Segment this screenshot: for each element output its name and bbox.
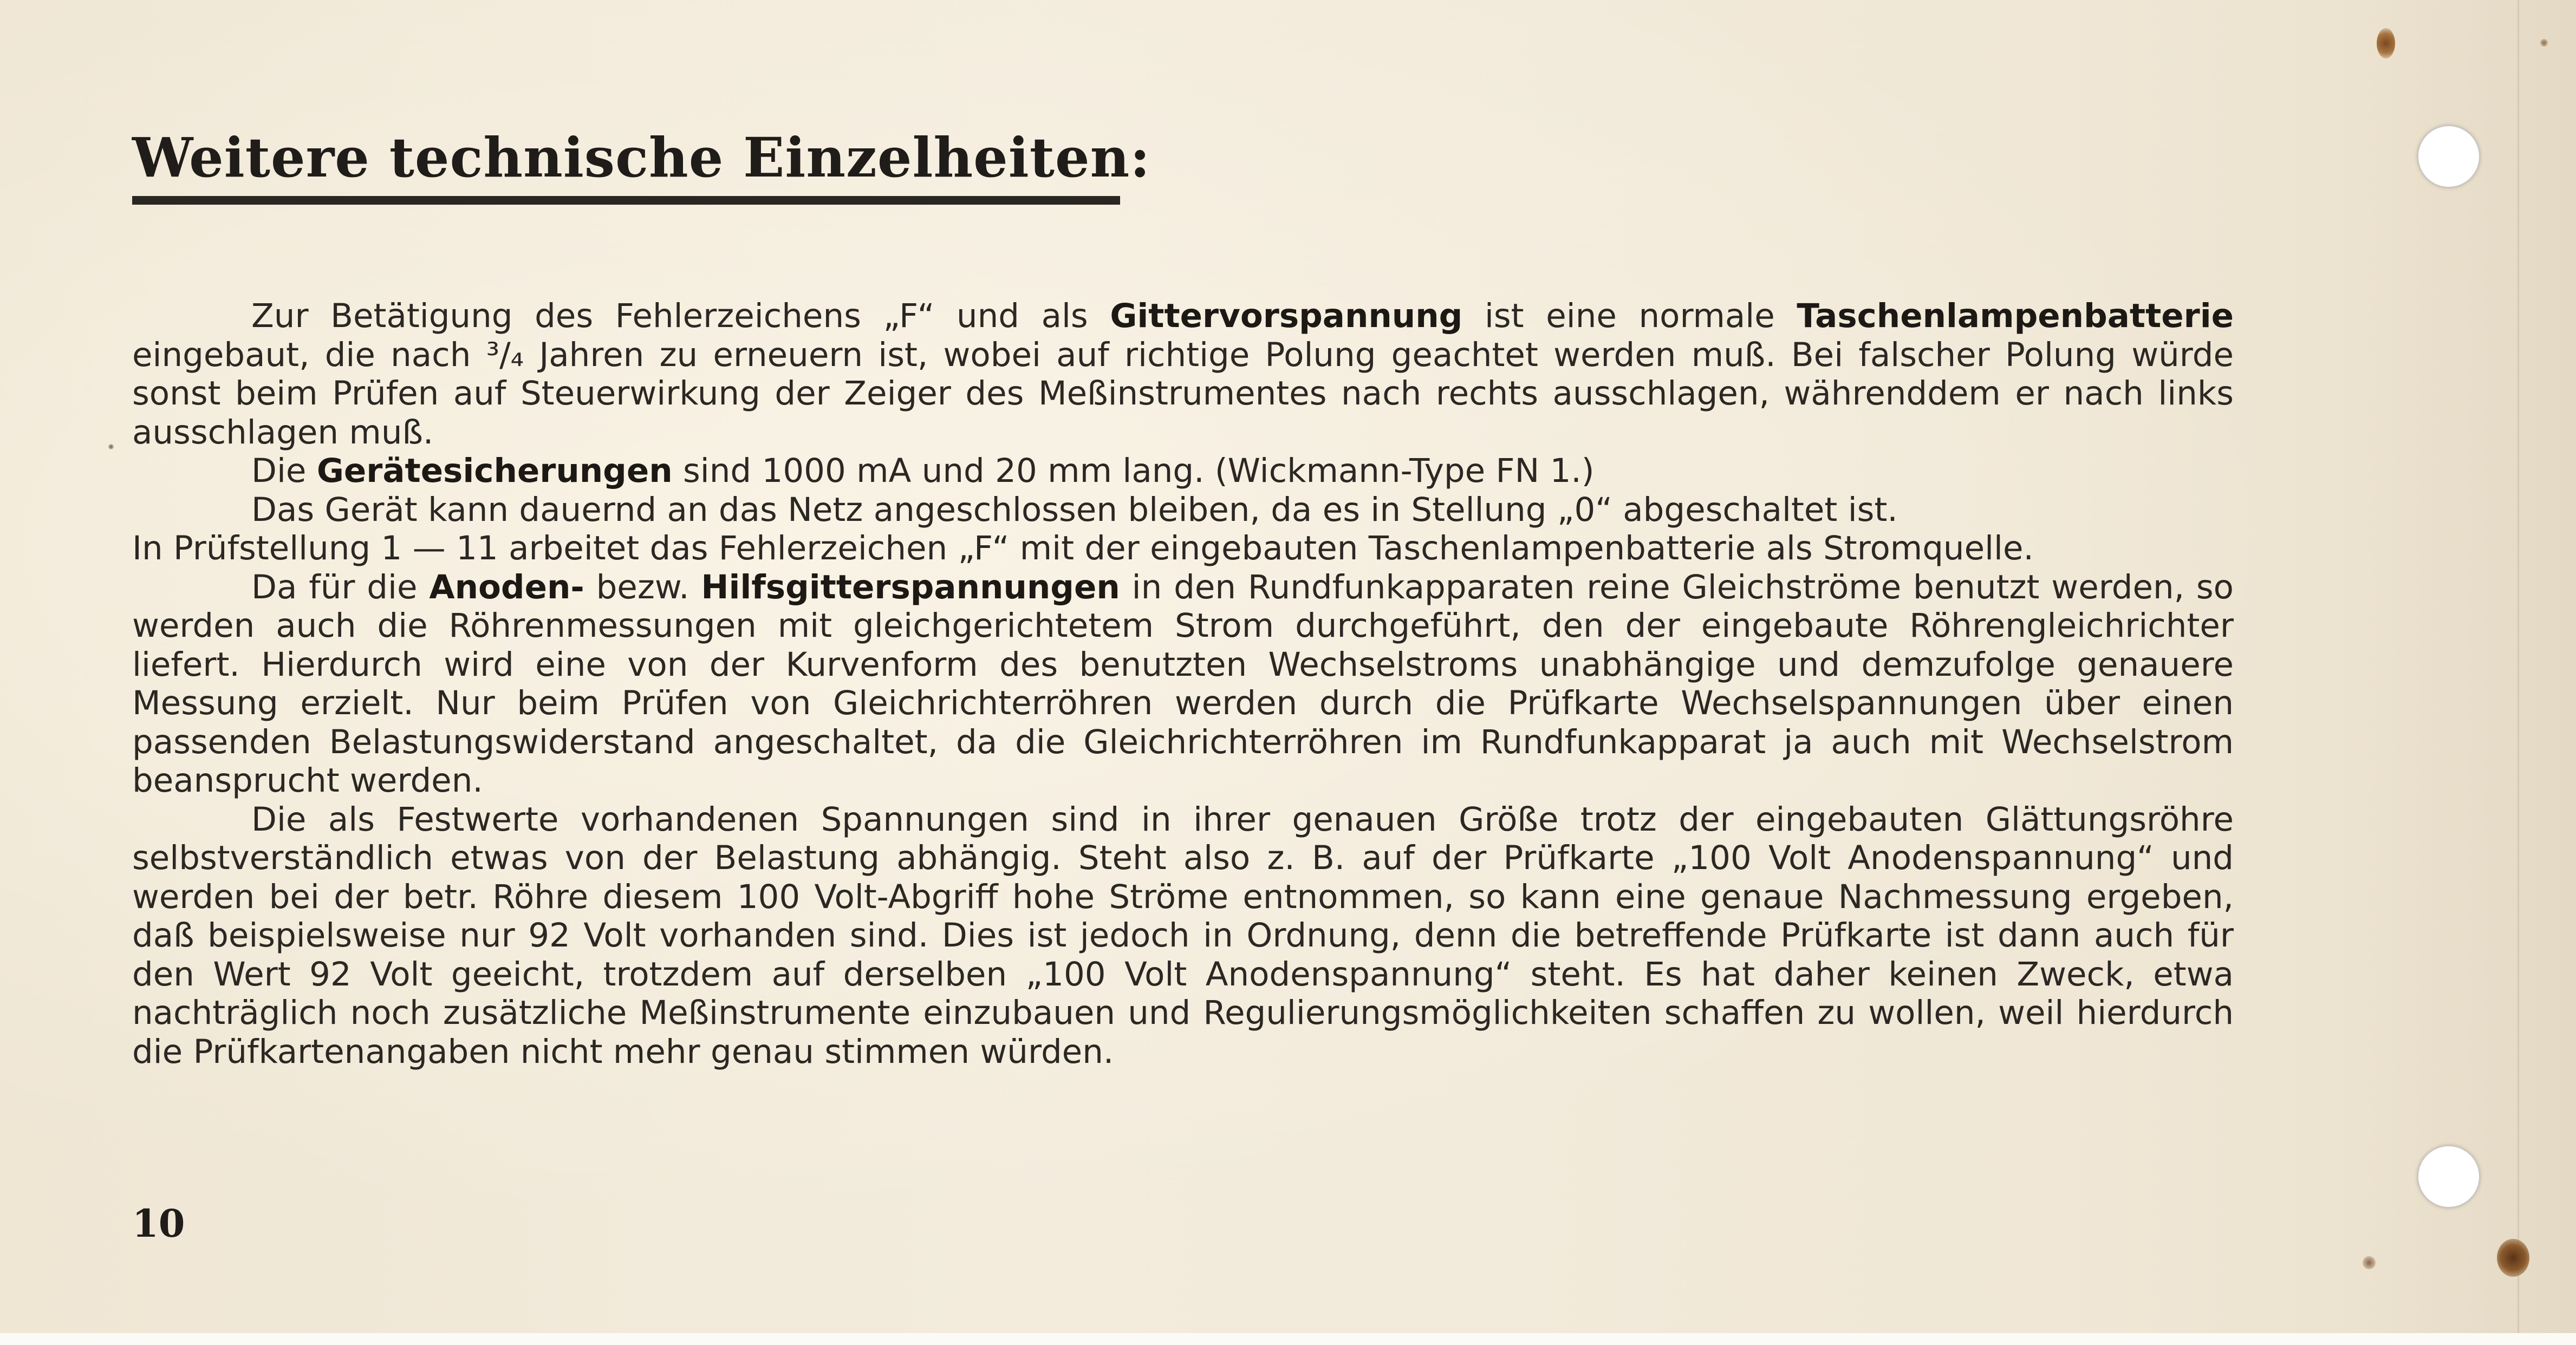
- paragraph: [132, 529, 2234, 568]
- punch-hole-top: [2417, 125, 2481, 188]
- paragraph: [132, 491, 2234, 530]
- bold-term: Anoden-: [429, 567, 584, 606]
- text-run: ist eine normale: [1462, 297, 1797, 335]
- page-number: 10: [132, 1201, 185, 1246]
- text-run: Die: [251, 452, 317, 490]
- text-run: in den Rundfunkapparaten reine Gleichströme benutzt werden, so werden auch die Röhrenmessungen mit gleichgerichtetem Strom durchgeführt, den der eingebaute Röhrengleichrichter liefert. Hierdurch wird eine von der Kurvenform des benutzten Wechselstroms unabhängige und demzufolge genauere Messung erzielt. Nur beim Prüfen von Gleichrichterröhren werden durch die Prüfkarte Wechselspannungen über einen passenden Belastungswiderstand angeschaltet, da die Gleichrichterröhren im Rundfunkapparat ja auch mit Wechselstrom beansprucht werden.: [132, 567, 2234, 800]
- text-run: eingebaut, die nach ³/₄ Jahren zu erneuern ist, wobei auf richtige Polung geachtet werden muß. Bei falscher Polung würde sonst beim Prüfen auf Steuerwirkung der Zeiger des Meßinstrumentes nach rechts ausschlagen, währenddem er nach links ausschlagen muß.: [132, 335, 2234, 452]
- text-run: bezw.: [584, 567, 701, 606]
- binding-margin: [2345, 0, 2576, 1345]
- paragraph: [132, 452, 2234, 491]
- text-run: Da für die: [251, 567, 430, 606]
- body-text: [132, 297, 2234, 1071]
- rust-stain: [2363, 1256, 2376, 1269]
- text-run: In Prüfstellung 1 — 11 arbeitet das Fehlerzeichen „F“ mit der eingebauten Taschenlampenbatterie als Stromquelle.: [132, 529, 2034, 567]
- bold-term: Hilfsgitterspannungen: [701, 567, 1120, 606]
- text-run: Das Gerät kann dauernd an das Netz angeschlossen bleiben, da es in Stellung „0“ abgeschaltet ist.: [251, 490, 1898, 529]
- rust-stain: [2540, 39, 2548, 47]
- paragraph: [132, 297, 2234, 452]
- paragraph: [132, 800, 2234, 1072]
- paper-bottom-edge: [0, 1333, 2576, 1345]
- bold-term: Gittervorspannung: [1110, 297, 1463, 335]
- paragraph: [132, 568, 2234, 800]
- page-fold-line: [2518, 0, 2519, 1345]
- rust-stain: [2377, 28, 2395, 58]
- heading-underline: [132, 196, 1120, 205]
- text-run: Die als Festwerte vorhandenen Spannungen sind in ihrer genauen Größe trotz der eingebauten Glättungsröhre selbstverständlich etwas von der Belastung abhängig. Steht also z. B. auf der Prüfkarte „100 Volt Anodenspannung“ und werden bei der betr. Röhre diesem 100 Volt-Abgriff hohe Ströme entnommen, so kann eine genaue Nachmessung ergeben, daß beispielsweise nur 92 Volt vorhanden sind. Dies ist jedoch in Ordnung, denn die betreffende Prüfkarte ist dann auch für den Wert 92 Volt geeicht, trotzdem auf derselben „100 Volt Anodenspannung“ steht. Es hat daher keinen Zweck, etwa nachträglich noch zusätzliche Meßinstrumente einzubauen und Regulierungsmöglichkeiten schaffen zu wollen, weil hierdurch die Prüfkartenangaben nicht mehr genau stimmen würden.: [132, 800, 2234, 1071]
- ink-speck: [108, 444, 114, 449]
- bold-term: Gerätesicherungen: [316, 452, 673, 490]
- punch-hole-bottom: [2417, 1145, 2481, 1209]
- text-run: Zur Betätigung des Fehlerzeichens „F“ und als: [251, 297, 1110, 335]
- section-heading: Weitere technische Einzelheiten:: [132, 126, 1151, 190]
- rust-stain: [2497, 1239, 2529, 1277]
- text-run: sind 1000 mA und 20 mm lang. (Wickmann-Type FN 1.): [672, 452, 1595, 490]
- bold-term: Taschenlampenbatterie: [1797, 297, 2234, 335]
